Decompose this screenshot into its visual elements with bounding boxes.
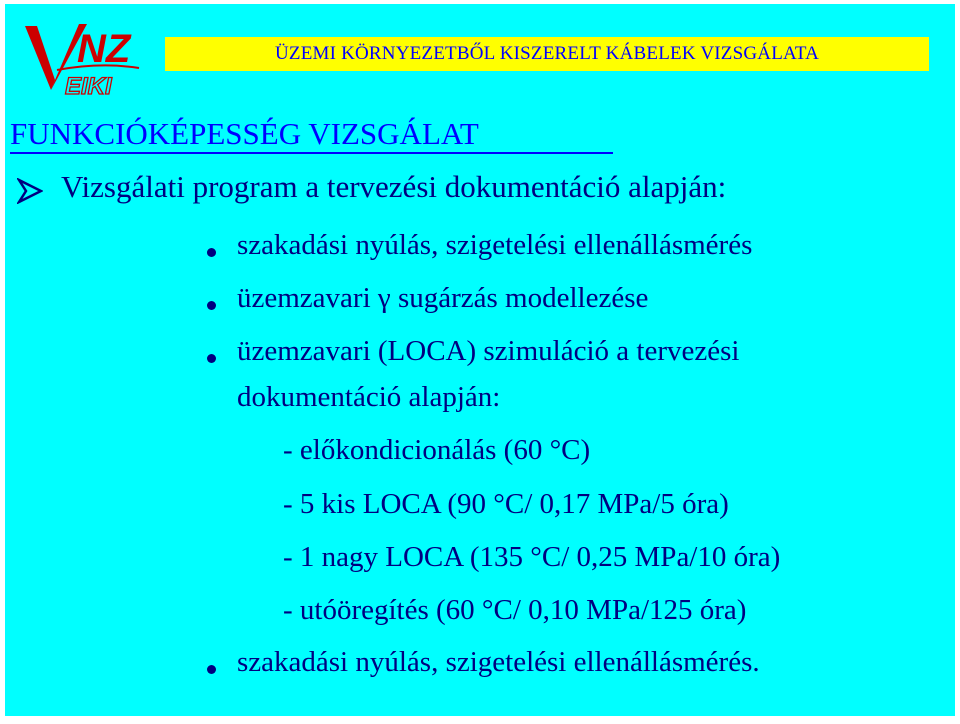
bullet-dot [207,354,216,363]
section-title-underline [10,152,613,154]
bullet-item-continuation: dokumentáció alapján: [237,381,501,413]
main-point: Vizsgálati program a tervezési dokumentáció alapján: [61,169,727,204]
sub-item: - 5 kis LOCA (90 °C/ 0,17 MPa/5 óra) [283,488,729,520]
bullet-item: üzemzavari γ sugárzás modellezése [237,282,649,314]
sub-item: - előkondicionálás (60 °C) [283,434,591,466]
arrow-bullet-icon [17,178,43,204]
section-title: FUNKCIÓKÉPESSÉG VIZSGÁLAT [10,116,479,151]
veiki-vnz-logo [21,18,143,100]
sub-item: - utóöregítés (60 °C/ 0,10 MPa/125 óra) [283,594,747,626]
svg-text:NZ: NZ [77,27,131,71]
bullet-dot [207,248,216,257]
bullet-dot [207,301,216,310]
slide [5,4,955,716]
bullet-item: üzemzavari (LOCA) szimuláció a tervezési [237,335,740,367]
header-title: ÜZEMI KÖRNYEZETBŐL KISZERELT KÁBELEK VIZSGÁLATA [274,43,820,64]
bullet-item-last: szakadási nyúlás, szigetelési ellenállásmérés. [237,646,760,678]
logo-text-eiki: EIKI [65,73,112,100]
header-banner [165,37,929,71]
sub-item: - 1 nagy LOCA (135 °C/ 0,25 MPa/10 óra) [283,541,781,573]
bullet-item: szakadási nyúlás, szigetelési ellenállásmérés [237,229,753,261]
bullet-dot [207,665,216,674]
